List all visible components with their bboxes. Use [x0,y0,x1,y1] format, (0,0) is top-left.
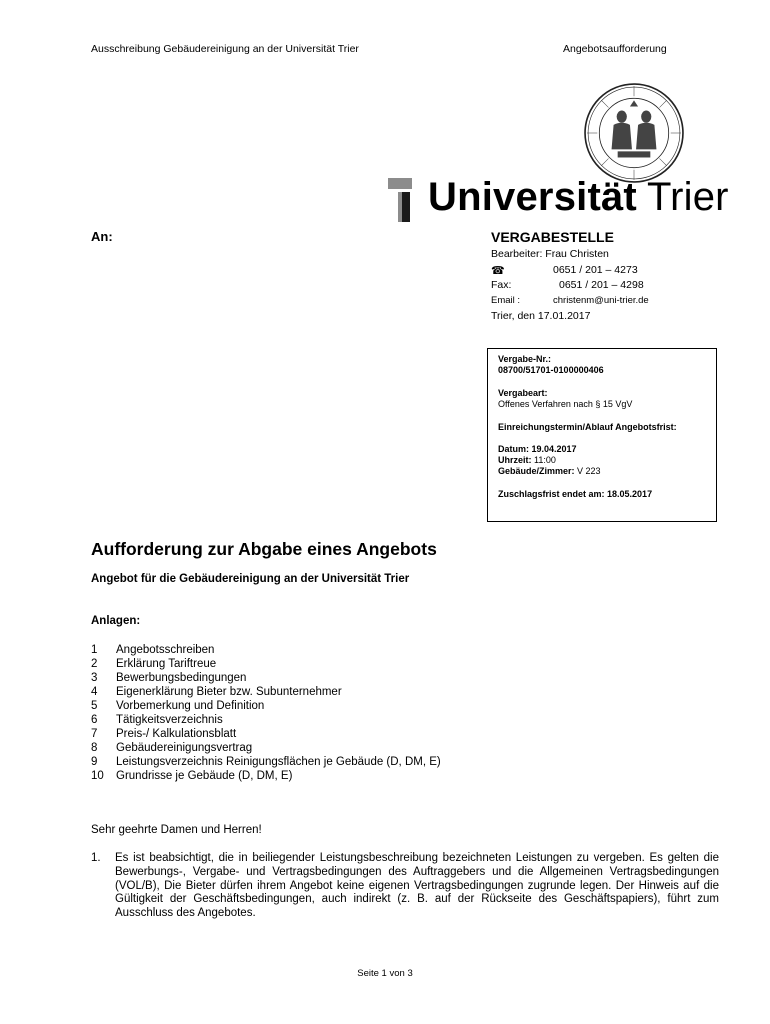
contact-title: VERGABESTELLE [491,229,614,245]
logo-text-light: Trier [646,175,729,219]
anlagen-heading: Anlagen: [91,615,141,627]
list-item: 7 Preis-/ Kalkulationsblatt [91,728,237,740]
email-link[interactable]: christenm@uni-trier.de [553,295,649,306]
header-document-type: Angebotsaufforderung [563,43,667,55]
address-label: An: [91,229,113,244]
uhrzeit-line [498,455,556,466]
list-item: 1 Angebotsschreiben [91,644,215,656]
paragraph-1-number: 1. [91,852,101,864]
vergabe-nr-label: Vergabe-Nr.: [498,354,552,364]
page-title: Aufforderung zur Abgabe eines Angebots [91,539,437,559]
gebaeude-line [498,466,601,477]
greeting: Sehr geehrte Damen und Herren! [91,824,262,836]
contact-email [491,295,649,306]
vergabeart-label: Vergabeart: [498,388,548,398]
vergabe-nr-value: 08700/51701-0100000406 [498,365,604,375]
paragraph-1 [91,852,719,921]
paragraph-1-text: Es ist beabsichtigt, die in beiliegender Leistungsbeschreibung bezeichneten Leistungen zu vergeben. Es gelten die Bewerbungs-, Vergabe- und Vertragsbedingungen des Auftraggebers und die Allgemeinen Vertragsbedingungen (VOL/B), Die Bieter dürfen ihrem Angebot keine eigenen Vertragsbedingungen zugrunde legen. Der Hinweis auf die Gültigkeit der Geschäftsbedingungen, auch indirekt (z. B. auf der Rückseite des Geschäftspapiers), führt zum Ausschluss des Angebotes. [115,852,719,920]
university-logo-text [428,169,729,225]
zuschlagsfrist-line: Zuschlagsfrist endet am: 18.05.2017 [498,489,653,499]
list-item: 8 Gebäudereinigungsvertrag [91,742,253,754]
university-logo [388,175,729,226]
fax-label: Fax: [491,279,512,291]
place-date: Trier, den 17.01.2017 [491,310,591,322]
gebaeude-label: Gebäude/Zimmer: [498,466,575,476]
page-footer: Seite 1 von 3 [357,968,413,979]
list-item: 2 Erklärung Tariftreue [91,658,217,670]
page-subtitle: Angebot für die Gebäudereinigung an der Universität Trier [91,573,410,585]
uhrzeit-label: Uhrzeit: [498,455,532,465]
bearbeiter-value: Frau Christen [545,248,609,260]
bearbeiter-label: Bearbeiter: [491,248,543,260]
vergabeart-value: Offenes Verfahren nach § 15 VgV [498,399,633,409]
datum-line: Datum: 19.04.2017 [498,444,577,454]
logo-text-bold: Universität [428,175,637,219]
list-item: 9 Leistungsverzeichnis Reinigungsflächen je Gebäude (D, DM, E) [91,756,441,768]
header-document-title: Ausschreibung Gebäudereinigung an der Universität Trier [91,43,359,55]
list-item: 3 Bewerbungsbedingungen [91,672,247,684]
fax-value: 0651 / 201 – 4298 [559,279,644,291]
einreichung-label: Einreichungstermin/Ablauf Angebotsfrist: [498,422,677,432]
anlagen-list [91,643,441,783]
phone-value: 0651 / 201 – 4273 [553,264,638,276]
tender-info-box [487,348,717,522]
list-item: 6 Tätigkeitsverzeichnis [91,714,223,726]
list-item: 5 Vorbemerkung und Definition [91,700,265,712]
contact-bearbeiter [491,248,609,260]
list-item: 10 Grundrisse je Gebäude (D, DM, E) [91,770,293,782]
university-logo-mark-icon [388,178,420,222]
telephone-icon: ☎ [491,265,505,277]
list-item: 4 Eigenerklärung Bieter bzw. Subunternehmer [91,686,342,698]
gebaeude-value: V 223 [577,466,601,476]
email-label: Email : [491,295,521,306]
uhrzeit-value: 11:00 [534,455,556,465]
contact-fax [491,279,644,291]
contact-phone [491,264,638,277]
